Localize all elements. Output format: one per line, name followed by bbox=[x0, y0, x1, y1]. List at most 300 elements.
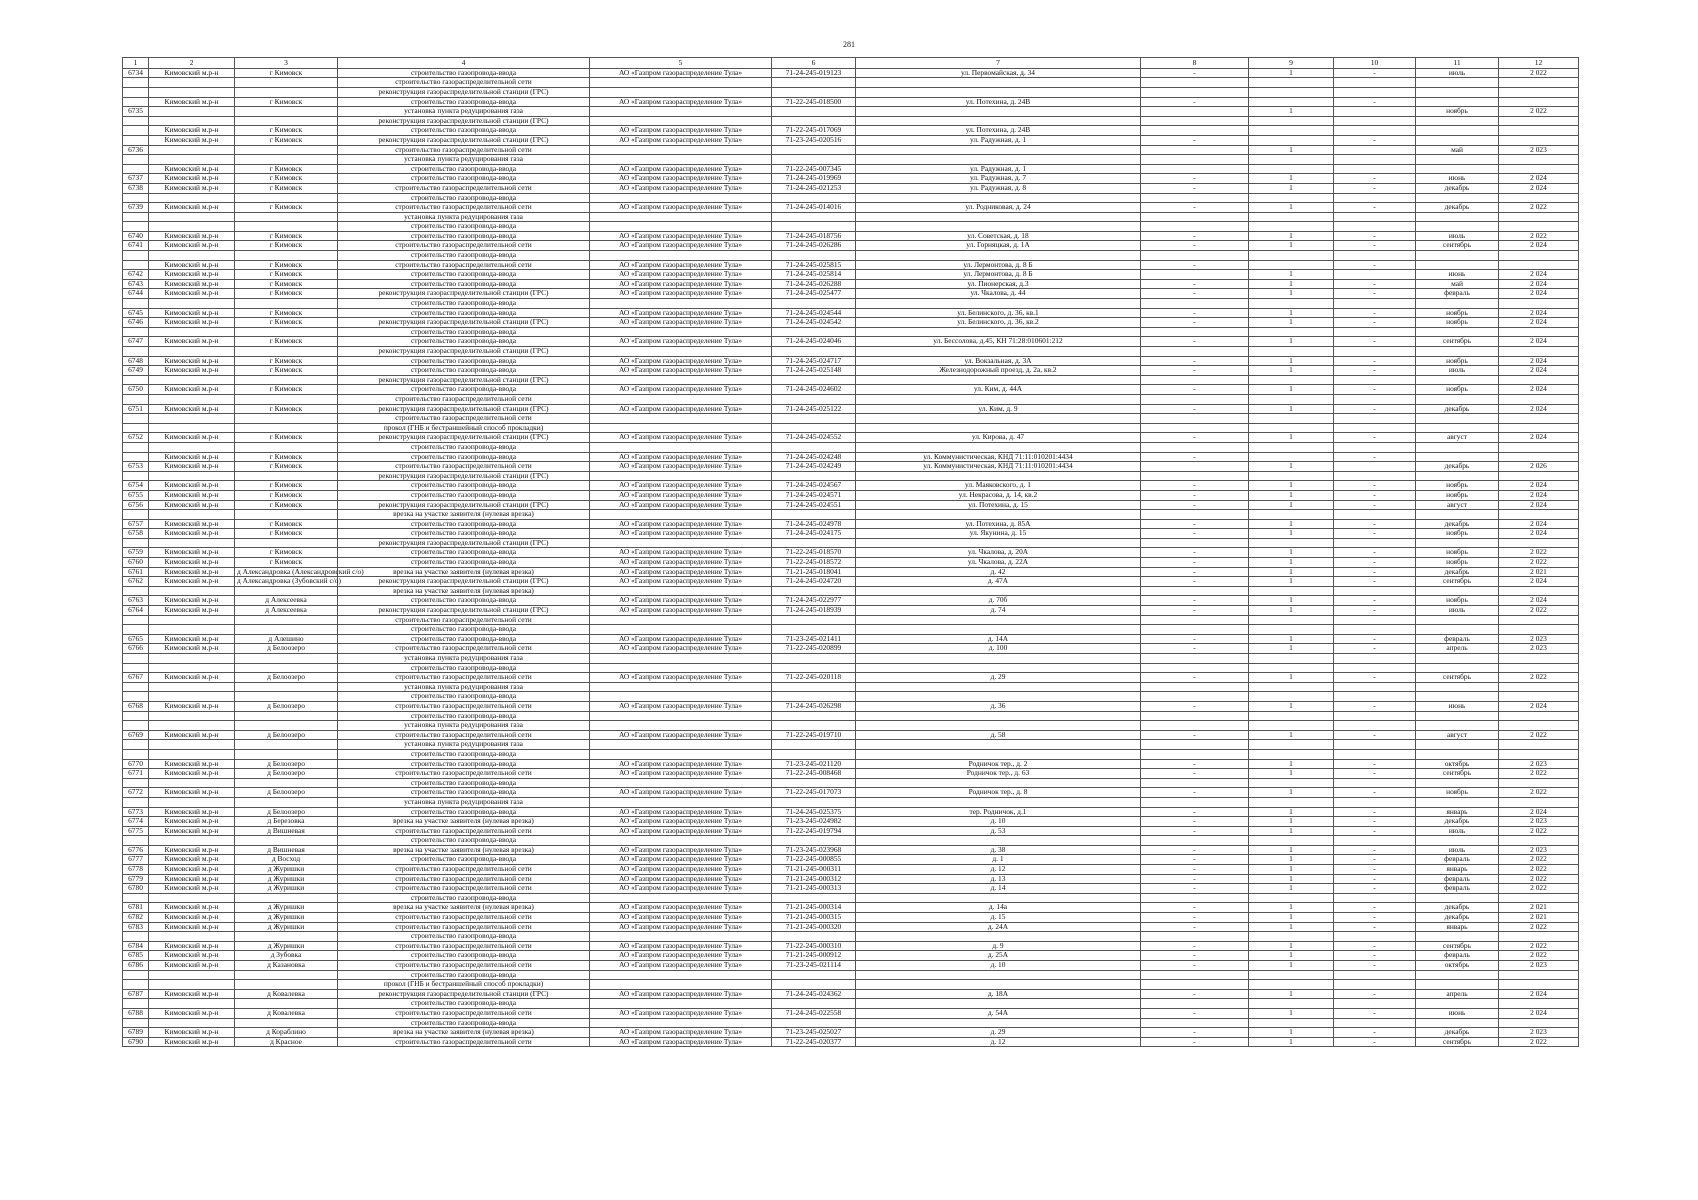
contract-number-cell: 71-22-245-000310 bbox=[772, 941, 856, 951]
month-cell bbox=[1416, 749, 1499, 759]
organization-cell: АО «Газпром газораспределение Тула» bbox=[590, 231, 772, 241]
contract-number-cell: 71-24-245-026286 bbox=[772, 241, 856, 251]
table-row bbox=[123, 836, 1579, 846]
year-cell: 2 024 bbox=[1499, 241, 1579, 251]
table-row bbox=[123, 433, 1579, 443]
col-8-cell: - bbox=[1141, 183, 1249, 193]
district-cell: Кимовский м.р-н bbox=[149, 596, 235, 606]
address-cell: ул. Радужная, д. 7 bbox=[856, 174, 1141, 184]
table-row bbox=[123, 442, 1579, 452]
settlement-cell: г Кимовск bbox=[235, 462, 338, 472]
organization-cell bbox=[590, 414, 772, 424]
col-8-cell: - bbox=[1141, 1028, 1249, 1038]
row-number-cell: 6734 bbox=[123, 68, 149, 78]
year-cell: 2 023 bbox=[1499, 961, 1579, 971]
settlement-cell bbox=[235, 625, 338, 635]
year-cell: 2 023 bbox=[1499, 145, 1579, 155]
row-number-cell: 6789 bbox=[123, 1028, 149, 1038]
col-8-cell bbox=[1141, 836, 1249, 846]
district-cell: Кимовский м.р-н bbox=[149, 452, 235, 462]
row-number-cell bbox=[123, 347, 149, 357]
contract-number-cell: 71-24-245-024567 bbox=[772, 481, 856, 491]
settlement-cell bbox=[235, 78, 338, 88]
table-row bbox=[123, 826, 1579, 836]
col-8-cell: - bbox=[1141, 404, 1249, 414]
col-9-cell: 1 bbox=[1249, 606, 1334, 616]
col-9-cell bbox=[1249, 116, 1334, 126]
col-10-cell: - bbox=[1334, 673, 1416, 683]
settlement-cell: г Кимовск bbox=[235, 433, 338, 443]
address-cell: д. 12 bbox=[856, 1037, 1141, 1047]
row-number-cell: 6742 bbox=[123, 270, 149, 280]
row-number-cell: 6738 bbox=[123, 183, 149, 193]
district-cell bbox=[149, 749, 235, 759]
work-type-cell: строительство газопровода-ввода bbox=[338, 68, 590, 78]
address-cell bbox=[856, 711, 1141, 721]
organization-cell: АО «Газпром газораспределение Тула» bbox=[590, 567, 772, 577]
address-cell bbox=[856, 836, 1141, 846]
table-row bbox=[123, 174, 1579, 184]
table-row bbox=[123, 212, 1579, 222]
organization-cell bbox=[590, 78, 772, 88]
table-row bbox=[123, 903, 1579, 913]
settlement-cell: д Красное bbox=[235, 1037, 338, 1047]
organization-cell: АО «Газпром газораспределение Тула» bbox=[590, 270, 772, 280]
col-8-cell bbox=[1141, 251, 1249, 261]
row-number-cell: 6749 bbox=[123, 366, 149, 376]
settlement-cell: г Кимовск bbox=[235, 241, 338, 251]
col-8-cell: - bbox=[1141, 519, 1249, 529]
district-cell: Кимовский м.р-н bbox=[149, 385, 235, 395]
contract-number-cell: 71-21-245-000912 bbox=[772, 951, 856, 961]
settlement-cell bbox=[235, 414, 338, 424]
year-cell: 2 024 bbox=[1499, 1008, 1579, 1018]
col-8-cell: - bbox=[1141, 961, 1249, 971]
settlement-cell: г Кимовск bbox=[235, 558, 338, 568]
col-9-cell: 1 bbox=[1249, 673, 1334, 683]
row-number-cell: 6754 bbox=[123, 481, 149, 491]
contract-number-cell: 71-24-245-021253 bbox=[772, 183, 856, 193]
col-8-cell: - bbox=[1141, 855, 1249, 865]
month-cell: декабрь bbox=[1416, 183, 1499, 193]
col-8-cell: - bbox=[1141, 481, 1249, 491]
address-cell: ул. Родниковая, д. 24 bbox=[856, 203, 1141, 213]
district-cell bbox=[149, 155, 235, 165]
address-cell: д. 10 bbox=[856, 961, 1141, 971]
organization-cell: АО «Газпром газораспределение Тула» bbox=[590, 788, 772, 798]
district-cell: Кимовский м.р-н bbox=[149, 529, 235, 539]
settlement-cell: д Алешино bbox=[235, 634, 338, 644]
year-cell: 2 021 bbox=[1499, 903, 1579, 913]
work-type-cell: строительство газопровода-ввода bbox=[338, 1018, 590, 1028]
row-number-cell bbox=[123, 394, 149, 404]
col-8-cell: - bbox=[1141, 606, 1249, 616]
month-cell bbox=[1416, 442, 1499, 452]
row-number-cell: 6783 bbox=[123, 922, 149, 932]
contract-number-cell: 71-24-245-024046 bbox=[772, 337, 856, 347]
col-9-cell: 1 bbox=[1249, 759, 1334, 769]
address-cell bbox=[856, 347, 1141, 357]
row-number-cell: 6750 bbox=[123, 385, 149, 395]
table-row bbox=[123, 126, 1579, 136]
contract-number-cell: 71-24-245-024175 bbox=[772, 529, 856, 539]
work-type-cell: прокол (ГНБ и бестраншейный способ прокладки) bbox=[338, 423, 590, 433]
col-9-cell: 1 bbox=[1249, 500, 1334, 510]
col-8-cell: - bbox=[1141, 769, 1249, 779]
work-type-cell: врезка на участке заявителя (нулевая врезка) bbox=[338, 586, 590, 596]
settlement-cell bbox=[235, 654, 338, 664]
organization-cell bbox=[590, 980, 772, 990]
col-9-cell: 1 bbox=[1249, 577, 1334, 587]
settlement-cell bbox=[235, 721, 338, 731]
col-10-cell: - bbox=[1334, 567, 1416, 577]
organization-cell: АО «Газпром газораспределение Тула» bbox=[590, 884, 772, 894]
contract-number-cell bbox=[772, 836, 856, 846]
work-type-cell: строительство газопровода-ввода bbox=[338, 481, 590, 491]
month-cell: сентябрь bbox=[1416, 337, 1499, 347]
settlement-cell bbox=[235, 299, 338, 309]
address-cell: д. 100 bbox=[856, 644, 1141, 654]
district-cell bbox=[149, 721, 235, 731]
col-8-cell: - bbox=[1141, 596, 1249, 606]
district-cell: Кимовский м.р-н bbox=[149, 308, 235, 318]
col-10-cell bbox=[1334, 270, 1416, 280]
col-9-cell: 1 bbox=[1249, 481, 1334, 491]
address-cell bbox=[856, 615, 1141, 625]
year-cell: 2 024 bbox=[1499, 529, 1579, 539]
organization-cell bbox=[590, 836, 772, 846]
col-10-cell: - bbox=[1334, 433, 1416, 443]
table-row bbox=[123, 404, 1579, 414]
contract-number-cell: 71-24-245-024720 bbox=[772, 577, 856, 587]
address-cell: ул. Потехина, д. 15 bbox=[856, 500, 1141, 510]
organization-cell: АО «Газпром газораспределение Тула» bbox=[590, 634, 772, 644]
address-cell bbox=[856, 87, 1141, 97]
table-row bbox=[123, 164, 1579, 174]
month-cell: август bbox=[1416, 730, 1499, 740]
table-row bbox=[123, 231, 1579, 241]
table-row bbox=[123, 538, 1579, 548]
table-row bbox=[123, 510, 1579, 520]
table-row bbox=[123, 884, 1579, 894]
district-cell bbox=[149, 107, 235, 117]
col-10-cell: - bbox=[1334, 452, 1416, 462]
district-cell: Кимовский м.р-н bbox=[149, 183, 235, 193]
col-9-cell bbox=[1249, 932, 1334, 942]
year-cell: 2 024 bbox=[1499, 318, 1579, 328]
col-8-cell: - bbox=[1141, 807, 1249, 817]
col-10-cell: - bbox=[1334, 366, 1416, 376]
settlement-cell: д Журишки bbox=[235, 922, 338, 932]
work-type-cell: установка пункта редуцирования газа bbox=[338, 155, 590, 165]
address-cell: д. 58 bbox=[856, 730, 1141, 740]
year-cell: 2 022 bbox=[1499, 826, 1579, 836]
work-type-cell: реконструкция газораспределительной станции (ГРС) bbox=[338, 375, 590, 385]
year-cell bbox=[1499, 414, 1579, 424]
settlement-cell: д Белоозеро bbox=[235, 701, 338, 711]
col-9-cell: 1 bbox=[1249, 989, 1334, 999]
month-cell: октябрь bbox=[1416, 759, 1499, 769]
district-cell: Кимовский м.р-н bbox=[149, 644, 235, 654]
col-10-cell: - bbox=[1334, 845, 1416, 855]
col-10-cell bbox=[1334, 462, 1416, 472]
contract-number-cell bbox=[772, 711, 856, 721]
contract-number-cell bbox=[772, 510, 856, 520]
col-8-cell bbox=[1141, 615, 1249, 625]
row-number-cell: 6787 bbox=[123, 989, 149, 999]
district-cell: Кимовский м.р-н bbox=[149, 903, 235, 913]
district-cell: Кимовский м.р-н bbox=[149, 174, 235, 184]
work-type-cell: реконструкция газораспределительной станции (ГРС) bbox=[338, 471, 590, 481]
row-number-cell: 6765 bbox=[123, 634, 149, 644]
work-type-cell: реконструкция газораспределительной станции (ГРС) bbox=[338, 538, 590, 548]
work-type-cell: строительство газопровода-ввода bbox=[338, 548, 590, 558]
district-cell: Кимовский м.р-н bbox=[149, 884, 235, 894]
col-8-cell: - bbox=[1141, 548, 1249, 558]
year-cell: 2 022 bbox=[1499, 874, 1579, 884]
year-cell bbox=[1499, 87, 1579, 97]
address-cell: д. 14 bbox=[856, 884, 1141, 894]
month-cell bbox=[1416, 347, 1499, 357]
year-cell bbox=[1499, 721, 1579, 731]
address-cell: Родничок тер., д. 63 bbox=[856, 769, 1141, 779]
month-cell: декабрь bbox=[1416, 567, 1499, 577]
table-row bbox=[123, 548, 1579, 558]
row-number-cell bbox=[123, 87, 149, 97]
contract-number-cell: 71-22-245-019794 bbox=[772, 826, 856, 836]
table-row bbox=[123, 941, 1579, 951]
col-9-cell: 1 bbox=[1249, 845, 1334, 855]
organization-cell bbox=[590, 222, 772, 232]
address-cell bbox=[856, 442, 1141, 452]
address-cell bbox=[856, 980, 1141, 990]
year-cell: 2 022 bbox=[1499, 68, 1579, 78]
col-10-cell: - bbox=[1334, 68, 1416, 78]
address-cell: ул. Радужная, д. 1 bbox=[856, 164, 1141, 174]
address-cell bbox=[856, 299, 1141, 309]
col-9-cell: 1 bbox=[1249, 433, 1334, 443]
table-row bbox=[123, 394, 1579, 404]
year-cell: 2 024 bbox=[1499, 366, 1579, 376]
col-9-cell: 1 bbox=[1249, 634, 1334, 644]
table-row bbox=[123, 347, 1579, 357]
col-8-cell bbox=[1141, 116, 1249, 126]
work-type-cell: строительство газопровода-ввода bbox=[338, 126, 590, 136]
col-10-cell bbox=[1334, 654, 1416, 664]
table-row bbox=[123, 788, 1579, 798]
month-cell: февраль bbox=[1416, 634, 1499, 644]
col-10-cell bbox=[1334, 155, 1416, 165]
col-9-cell: 1 bbox=[1249, 567, 1334, 577]
contract-number-cell: 71-24-245-025477 bbox=[772, 289, 856, 299]
year-cell bbox=[1499, 251, 1579, 261]
work-type-cell: строительство газораспределительной сети bbox=[338, 865, 590, 875]
month-cell: ноябрь bbox=[1416, 596, 1499, 606]
organization-cell: АО «Газпром газораспределение Тула» bbox=[590, 903, 772, 913]
row-number-cell: 6752 bbox=[123, 433, 149, 443]
col-9-cell: 1 bbox=[1249, 884, 1334, 894]
settlement-cell: д Белоозеро bbox=[235, 673, 338, 683]
work-type-cell: строительство газораспределительной сети bbox=[338, 203, 590, 213]
month-cell: ноябрь bbox=[1416, 356, 1499, 366]
month-cell: июль bbox=[1416, 826, 1499, 836]
col-8-cell bbox=[1141, 682, 1249, 692]
organization-cell bbox=[590, 740, 772, 750]
district-cell: Кимовский м.р-н bbox=[149, 404, 235, 414]
col-10-cell: - bbox=[1334, 183, 1416, 193]
month-cell: июнь bbox=[1416, 701, 1499, 711]
address-cell: д. 24А bbox=[856, 922, 1141, 932]
district-cell: Кимовский м.р-н bbox=[149, 913, 235, 923]
district-cell: Кимовский м.р-н bbox=[149, 567, 235, 577]
district-cell: Кимовский м.р-н bbox=[149, 548, 235, 558]
year-cell: 2 024 bbox=[1499, 481, 1579, 491]
col-8-cell: - bbox=[1141, 174, 1249, 184]
row-number-cell: 6756 bbox=[123, 500, 149, 510]
address-cell: ул. Лермонтова, д. 8 Б bbox=[856, 270, 1141, 280]
district-cell: Кимовский м.р-н bbox=[149, 922, 235, 932]
district-cell: Кимовский м.р-н bbox=[149, 366, 235, 376]
month-cell bbox=[1416, 414, 1499, 424]
year-cell bbox=[1499, 740, 1579, 750]
address-cell: д. 70б bbox=[856, 596, 1141, 606]
address-cell: ул. Ким, д. 9 bbox=[856, 404, 1141, 414]
table-row bbox=[123, 740, 1579, 750]
settlement-cell: д Белоозеро bbox=[235, 644, 338, 654]
month-cell: июль bbox=[1416, 606, 1499, 616]
settlement-cell: г Кимовск bbox=[235, 68, 338, 78]
row-number-cell bbox=[123, 510, 149, 520]
work-type-cell: врезка на участке заявителя (нулевая врезка) bbox=[338, 510, 590, 520]
month-cell: ноябрь bbox=[1416, 308, 1499, 318]
col-9-cell: 1 bbox=[1249, 289, 1334, 299]
col-8-cell: - bbox=[1141, 289, 1249, 299]
district-cell bbox=[149, 212, 235, 222]
contract-number-cell: 71-24-245-018939 bbox=[772, 606, 856, 616]
row-number-cell: 6786 bbox=[123, 961, 149, 971]
header-cell: 1 bbox=[123, 58, 149, 69]
month-cell bbox=[1416, 78, 1499, 88]
year-cell: 2 024 bbox=[1499, 701, 1579, 711]
month-cell bbox=[1416, 212, 1499, 222]
organization-cell: АО «Газпром газораспределение Тула» bbox=[590, 951, 772, 961]
organization-cell: АО «Газпром газораспределение Тула» bbox=[590, 941, 772, 951]
district-cell: Кимовский м.р-н bbox=[149, 462, 235, 472]
settlement-cell: д Александровка (Александровский с/о) bbox=[235, 567, 338, 577]
address-cell: Железнодорожный проезд, д. 2а, кв.2 bbox=[856, 366, 1141, 376]
year-cell: 2 022 bbox=[1499, 558, 1579, 568]
year-cell bbox=[1499, 797, 1579, 807]
row-number-cell: 6781 bbox=[123, 903, 149, 913]
work-type-cell: строительство газораспределительной сети bbox=[338, 922, 590, 932]
contract-number-cell: 71-24-245-025148 bbox=[772, 366, 856, 376]
col-10-cell bbox=[1334, 107, 1416, 117]
settlement-cell: д Александровка (Зубовский с/о) bbox=[235, 577, 338, 587]
row-number-cell bbox=[123, 212, 149, 222]
month-cell: октябрь bbox=[1416, 961, 1499, 971]
organization-cell: АО «Газпром газораспределение Тула» bbox=[590, 961, 772, 971]
year-cell bbox=[1499, 749, 1579, 759]
year-cell bbox=[1499, 932, 1579, 942]
row-number-cell: 6759 bbox=[123, 548, 149, 558]
contract-number-cell: 71-22-245-018500 bbox=[772, 97, 856, 107]
row-number-cell: 6747 bbox=[123, 337, 149, 347]
col-10-cell: - bbox=[1334, 1028, 1416, 1038]
work-type-cell: строительство газораспределительной сети bbox=[338, 462, 590, 472]
table-row bbox=[123, 299, 1579, 309]
contract-number-cell bbox=[772, 749, 856, 759]
col-8-cell: - bbox=[1141, 874, 1249, 884]
table-row bbox=[123, 586, 1579, 596]
work-type-cell: строительство газопровода-ввода bbox=[338, 807, 590, 817]
row-number-cell: 6763 bbox=[123, 596, 149, 606]
address-cell: ул. Первомайская, д. 34 bbox=[856, 68, 1141, 78]
col-10-cell bbox=[1334, 625, 1416, 635]
year-cell bbox=[1499, 711, 1579, 721]
address-cell: Родничок тер., д. 8 bbox=[856, 788, 1141, 798]
organization-cell: АО «Газпром газораспределение Тула» bbox=[590, 558, 772, 568]
col-9-cell: 1 bbox=[1249, 385, 1334, 395]
month-cell: июль bbox=[1416, 231, 1499, 241]
year-cell: 2 022 bbox=[1499, 884, 1579, 894]
work-type-cell: строительство газопровода-ввода bbox=[338, 759, 590, 769]
table-row bbox=[123, 654, 1579, 664]
address-cell: Родничок тер., д. 2 bbox=[856, 759, 1141, 769]
district-cell: Кимовский м.р-н bbox=[149, 356, 235, 366]
col-10-cell: - bbox=[1334, 865, 1416, 875]
work-type-cell: врезка на участке заявителя (нулевая врезка) bbox=[338, 845, 590, 855]
row-number-cell: 6770 bbox=[123, 759, 149, 769]
settlement-cell: д Журишки bbox=[235, 903, 338, 913]
year-cell: 2 024 bbox=[1499, 500, 1579, 510]
contract-number-cell: 71-22-245-019710 bbox=[772, 730, 856, 740]
col-9-cell: 1 bbox=[1249, 941, 1334, 951]
col-8-cell: - bbox=[1141, 865, 1249, 875]
month-cell bbox=[1416, 711, 1499, 721]
col-10-cell: - bbox=[1334, 241, 1416, 251]
col-9-cell: 1 bbox=[1249, 1008, 1334, 1018]
table-row bbox=[123, 366, 1579, 376]
col-8-cell: - bbox=[1141, 500, 1249, 510]
year-cell: 2 021 bbox=[1499, 913, 1579, 923]
col-8-cell bbox=[1141, 711, 1249, 721]
address-cell: ул. Радужная, д. 8 bbox=[856, 183, 1141, 193]
year-cell: 2 024 bbox=[1499, 279, 1579, 289]
settlement-cell: г Кимовск bbox=[235, 337, 338, 347]
col-10-cell bbox=[1334, 980, 1416, 990]
col-8-cell bbox=[1141, 970, 1249, 980]
col-8-cell bbox=[1141, 155, 1249, 165]
col-10-cell: - bbox=[1334, 356, 1416, 366]
year-cell bbox=[1499, 442, 1579, 452]
contract-number-cell bbox=[772, 740, 856, 750]
month-cell bbox=[1416, 980, 1499, 990]
month-cell: январь bbox=[1416, 922, 1499, 932]
row-number-cell: 6769 bbox=[123, 730, 149, 740]
address-cell: ул. Потехина, д. 85А bbox=[856, 519, 1141, 529]
work-type-cell: строительство газопровода-ввода bbox=[338, 251, 590, 261]
table-row bbox=[123, 452, 1579, 462]
year-cell: 2 026 bbox=[1499, 462, 1579, 472]
table-row bbox=[123, 1018, 1579, 1028]
settlement-cell bbox=[235, 222, 338, 232]
work-type-cell: строительство газораспределительной сети bbox=[338, 941, 590, 951]
work-type-cell: строительство газопровода-ввода bbox=[338, 231, 590, 241]
organization-cell: АО «Газпром газораспределение Тула» bbox=[590, 308, 772, 318]
work-type-cell: строительство газопровода-ввода bbox=[338, 327, 590, 337]
work-type-cell: установка пункта редуцирования газа bbox=[338, 682, 590, 692]
header-cell: 3 bbox=[235, 58, 338, 69]
